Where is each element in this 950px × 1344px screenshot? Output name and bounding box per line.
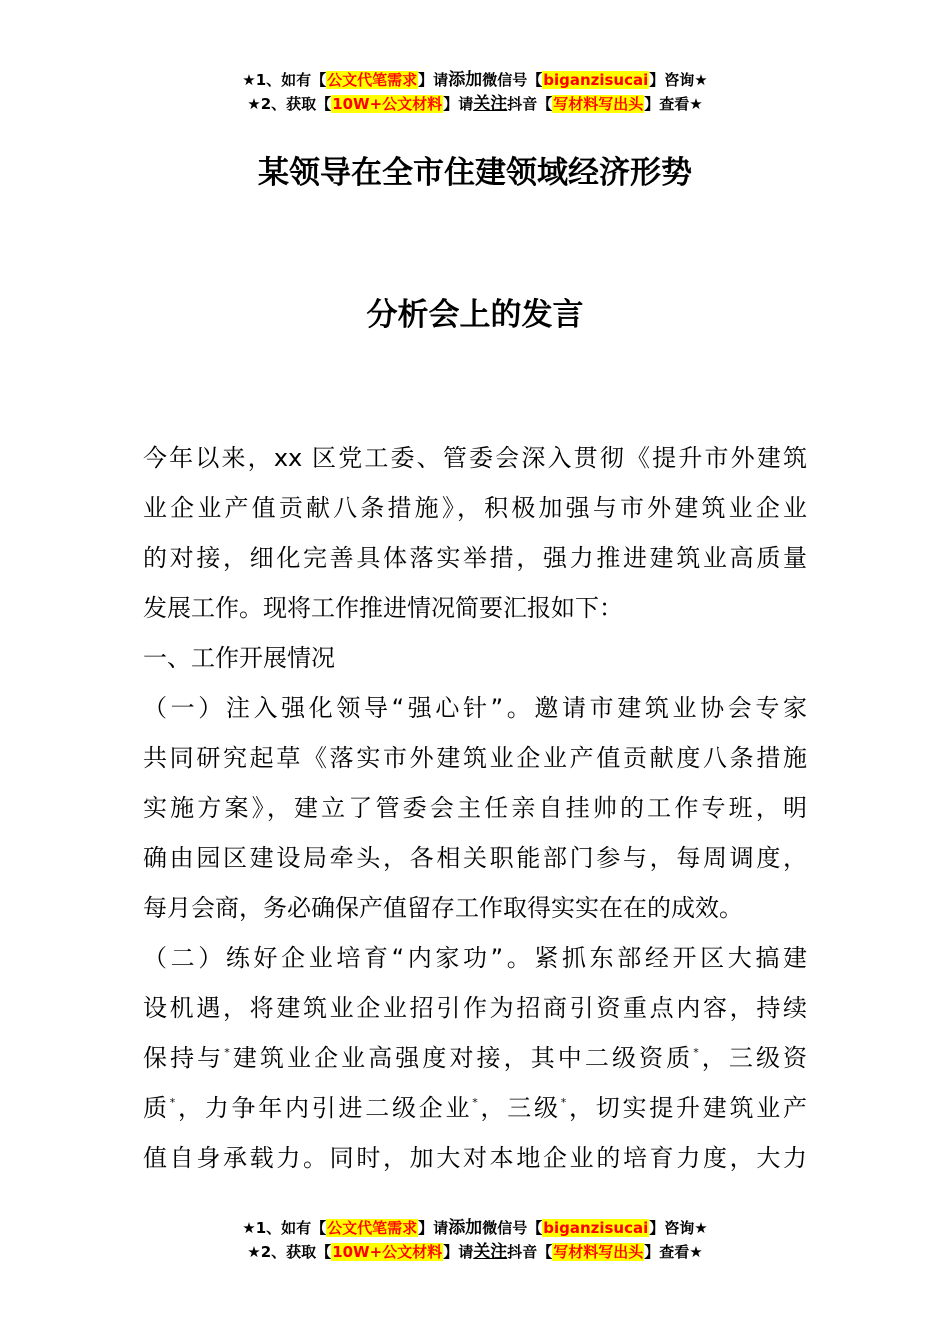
redaction-mark: * — [224, 1046, 230, 1059]
banner-text: 微信号【 — [482, 1219, 543, 1237]
paragraph-line: （一）注入强化领导“强心针”。邀请市建筑业协会专家 — [143, 694, 807, 722]
banner-line-2 — [0, 1240, 950, 1264]
banner-line-1 — [0, 68, 950, 92]
highlight-douyin: 写材料写出头 — [553, 95, 644, 113]
text-run: ，力争年内引进二级企业 — [175, 1094, 473, 1122]
section-heading: 一、工作开展情况 — [143, 644, 335, 672]
paragraph-line: 共同研究起草《落实市外建筑业企业产值贡献度八条措施 — [143, 744, 807, 772]
paragraph-line: 值自身承载力。同时，加大对本地企业的培育力度，大力 — [143, 1144, 807, 1172]
banner-text: ★2、获取【 — [247, 1243, 332, 1261]
banner-text: 添加 — [448, 1218, 483, 1238]
highlight-service: 公文代笔需求 — [327, 1219, 418, 1237]
text-run: ，三级 — [477, 1094, 561, 1122]
document-title-line-2: 分析会上的发言 — [366, 297, 584, 333]
redaction-mark: * — [472, 1096, 478, 1109]
banner-line-2 — [0, 92, 950, 116]
redaction-mark: * — [560, 1096, 567, 1109]
banner-line-1 — [0, 1216, 950, 1240]
paragraph-line: 的对接，细化完善具体落实举措，强力推进建筑业高质量 — [143, 544, 807, 572]
banner-text: 关注 — [473, 1242, 508, 1262]
header-banner — [0, 68, 950, 116]
banner-text: 】请 — [443, 1243, 474, 1261]
paragraph-line — [143, 1083, 807, 1133]
banner-text: 抖音【 — [507, 95, 553, 113]
banner-text: 】请 — [418, 71, 449, 89]
banner-text: 抖音【 — [507, 1243, 553, 1261]
text-run: ，切实提升建筑业产 — [566, 1094, 807, 1122]
text-run: 保持与 — [143, 1044, 225, 1072]
paragraph-line: 今年以来，xx 区党工委、管委会深入贯彻《提升市外建筑 — [143, 444, 807, 472]
banner-text: ★1、如有【 — [242, 1219, 327, 1237]
highlight-materials: 10W+公文材料 — [332, 95, 443, 113]
paragraph-line: 发展工作。现将工作推进情况简要汇报如下： — [143, 594, 623, 622]
highlight-wechat-id: biganzisucai — [543, 71, 649, 89]
redaction-mark: * — [169, 1096, 176, 1109]
highlight-douyin: 写材料写出头 — [553, 1243, 644, 1261]
text-run: 建筑业企业高强度对接，其中二级资质 — [229, 1044, 694, 1072]
text-run: ，三级资 — [698, 1044, 808, 1072]
text-run: 质 — [143, 1094, 170, 1122]
banner-text: 】咨询★ — [649, 71, 708, 89]
banner-text: 添加 — [448, 70, 483, 90]
banner-text: 】查看★ — [644, 1243, 703, 1261]
paragraph-line: 设机遇，将建筑业企业招引作为招商引资重点内容，持续 — [143, 994, 807, 1022]
banner-text: 】请 — [443, 95, 474, 113]
document-title-line-1: 某领导在全市住建领域经济形势 — [258, 155, 692, 191]
banner-text: 关注 — [473, 94, 508, 114]
highlight-service: 公文代笔需求 — [327, 71, 418, 89]
paragraph-line: 每月会商，务必确保产值留存工作取得实实在在的成效。 — [143, 894, 743, 922]
banner-text: 】请 — [418, 1219, 449, 1237]
document-body — [143, 433, 807, 1183]
paragraph-line: 业企业产值贡献八条措施》，积极加强与市外建筑业企业 — [143, 494, 807, 522]
banner-text: ★1、如有【 — [242, 71, 327, 89]
highlight-wechat-id: biganzisucai — [543, 1219, 649, 1237]
footer-banner — [0, 1216, 950, 1264]
banner-text: 微信号【 — [482, 71, 543, 89]
paragraph-line: 实施方案》，建立了管委会主任亲自挂帅的工作专班，明 — [143, 794, 807, 822]
banner-text: 】查看★ — [644, 95, 703, 113]
redaction-mark: * — [693, 1046, 699, 1059]
banner-text: ★2、获取【 — [247, 95, 332, 113]
paragraph-line — [143, 1033, 807, 1083]
paragraph-line: 确由园区建设局牵头，各相关职能部门参与，每周调度， — [143, 844, 807, 872]
highlight-materials: 10W+公文材料 — [332, 1243, 443, 1261]
banner-text: 】咨询★ — [649, 1219, 708, 1237]
paragraph-line: （二）练好企业培育“内家功”。紧抓东部经开区大搞建 — [143, 944, 807, 972]
